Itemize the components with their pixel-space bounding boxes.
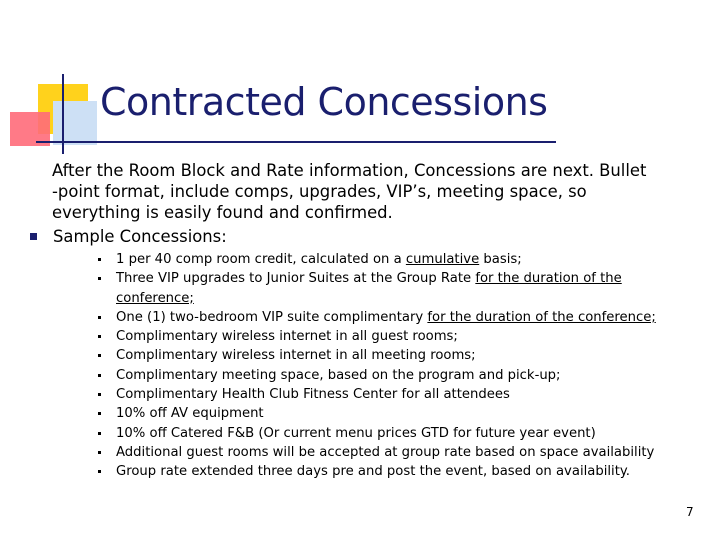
sample-heading-row (30, 226, 227, 247)
list-item-continuation (98, 289, 708, 308)
bullet-dot-icon (98, 470, 101, 473)
intro-line: -point format, include comps, upgrades, VIP’s, meeting space, so (52, 182, 587, 201)
item-underlined: cumulative (405, 252, 480, 267)
item-underlined: conference; (116, 290, 194, 306)
item-text: 10% off AV equipment (116, 406, 264, 422)
sample-heading: Sample Concessions: (53, 227, 227, 246)
list-item (98, 346, 708, 365)
item-text-tail: basis; (479, 252, 522, 267)
bullet-dot-icon (98, 258, 101, 261)
list-item (98, 385, 708, 404)
item-text: Group rate extended three days pre and post the event, based on availability. (116, 464, 630, 480)
list-item (98, 443, 708, 462)
list-item (98, 269, 708, 288)
item-text: Complimentary Health Club Fitness Center for all attendees (116, 387, 510, 403)
item-text: One (1) two-bedroom VIP suite complimentary (116, 309, 428, 325)
list-item (98, 250, 708, 269)
bullet-dot-icon (98, 393, 101, 396)
decor-blue-square (53, 101, 97, 145)
bullet-dot-icon (98, 277, 101, 280)
item-underlined: for the duration of the (475, 271, 622, 287)
bullet-dot-icon (98, 316, 101, 319)
intro-paragraph (52, 160, 700, 223)
bullet-dot-icon (98, 451, 101, 454)
bullet-dot-icon (98, 412, 101, 415)
item-text: Complimentary wireless internet in all guest rooms; (116, 329, 458, 345)
bullet-dot-icon (98, 432, 101, 435)
list-item (98, 424, 708, 443)
list-item (98, 366, 708, 385)
item-text: Complimentary wireless internet in all meeting rooms; (116, 348, 476, 364)
bullet-dot-icon (98, 335, 101, 338)
list-item (98, 327, 708, 346)
concessions-list (98, 250, 708, 482)
list-item (98, 404, 708, 423)
list-item (98, 308, 708, 327)
slide-title: Contracted Concessions (100, 80, 548, 124)
title-underline-rule (36, 141, 556, 143)
item-text: 1 per 40 comp room credit, calculated on a (116, 252, 406, 267)
item-text: Complimentary meeting space, based on the program and pick-up; (116, 367, 561, 383)
item-text: 10% off Catered F&B (Or current menu prices GTD for future year event) (116, 425, 596, 441)
intro-line: After the Room Block and Rate information, Concessions are next. Bullet (52, 161, 647, 180)
item-text: Three VIP upgrades to Junior Suites at the Group Rate (116, 271, 476, 287)
item-text: Additional guest rooms will be accepted at group rate based on space availability (116, 444, 655, 460)
bullet-dot-icon (98, 374, 101, 377)
intro-line: everything is easily found and confirmed. (52, 203, 393, 222)
list-item (98, 462, 708, 481)
page-number: 7 (686, 505, 694, 519)
item-underlined: for the duration of the conference; (427, 309, 656, 325)
bullet-dot-icon (98, 354, 101, 357)
square-bullet-icon (30, 233, 37, 240)
